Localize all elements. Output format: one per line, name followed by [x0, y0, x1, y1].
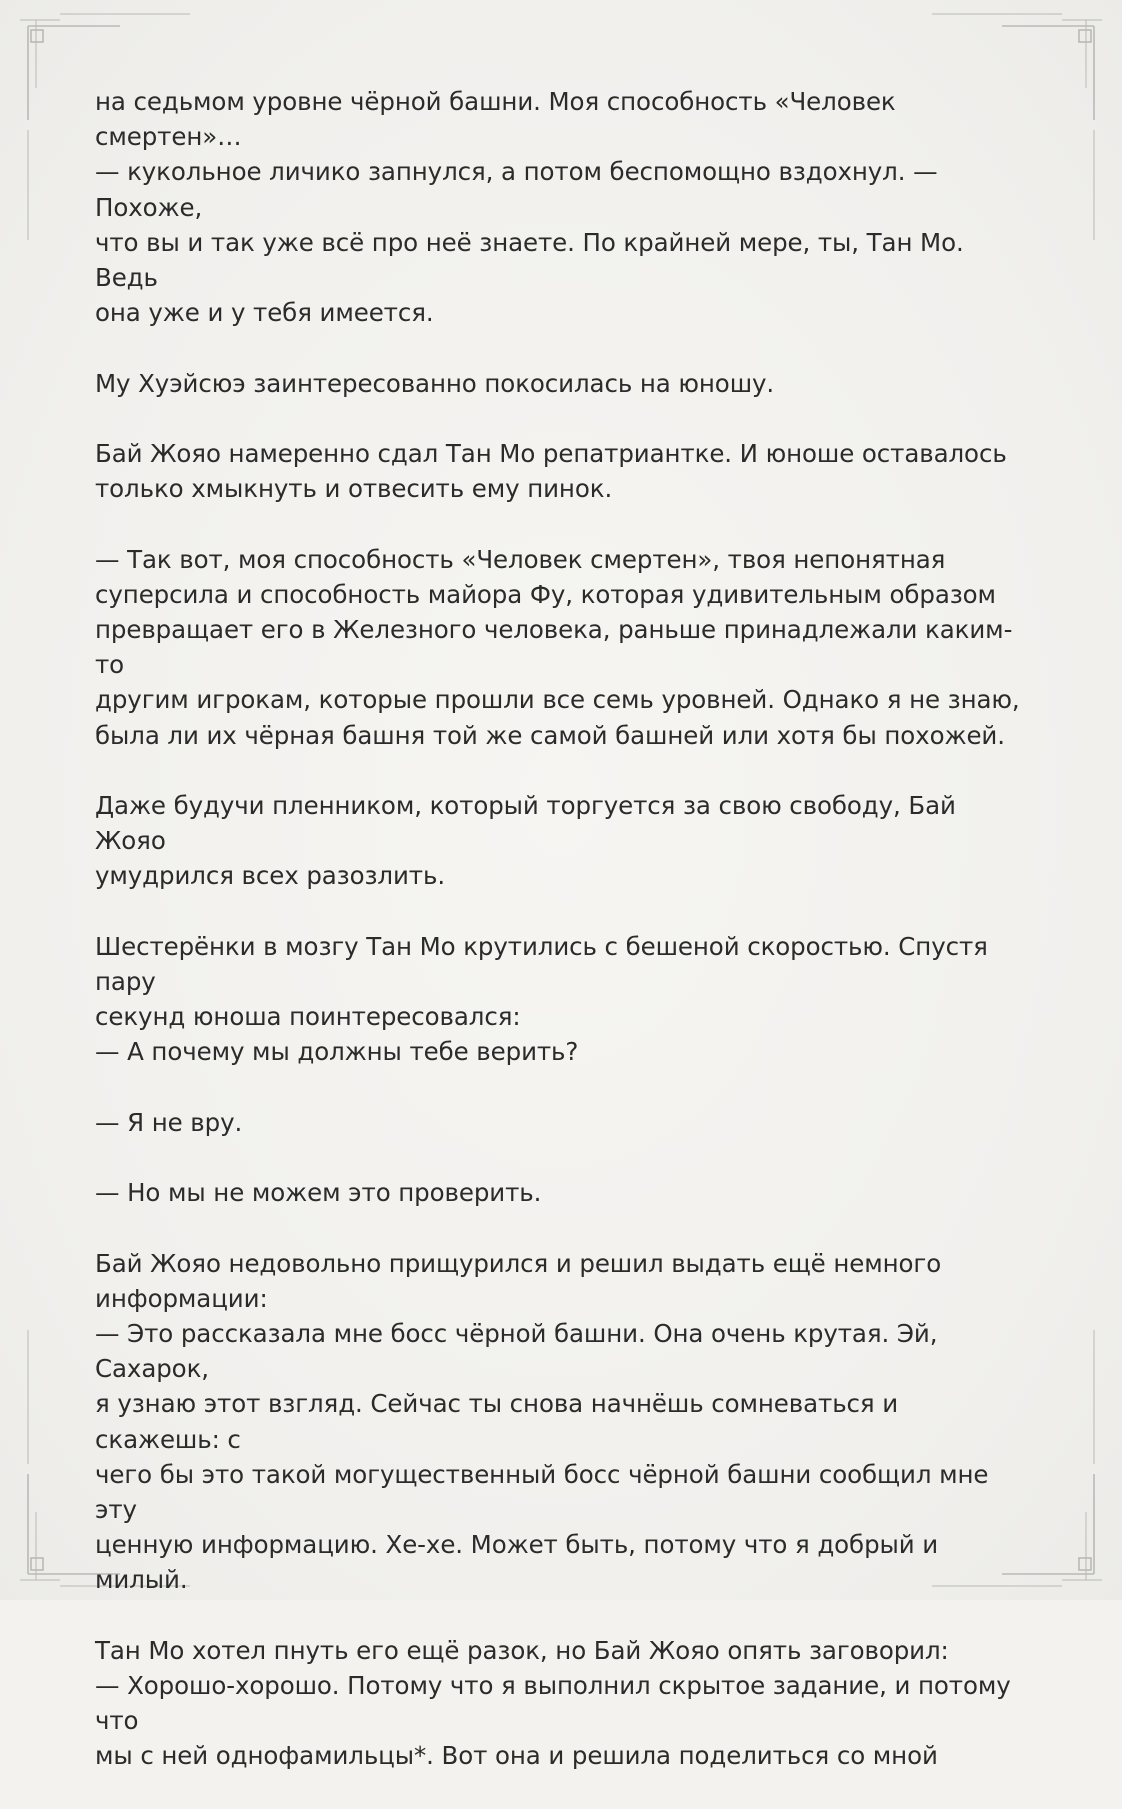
- text-line: превращает его в Железного человека, раньше принадлежали каким-то: [95, 615, 1013, 680]
- text-line: — А почему мы должны тебе верить?: [95, 1037, 579, 1067]
- paragraph: [95, 1246, 1030, 1598]
- paragraph: [95, 929, 1030, 1070]
- text-line: Тан Мо хотел пнуть его ещё разок, но Бай Жояо опять заговорил:: [95, 1635, 949, 1665]
- paragraph: [95, 542, 1030, 753]
- text-line: — кукольное личико запнулся, а потом беспомощно вздохнул. — Похоже,: [95, 157, 946, 222]
- text-line: что вы и так уже всё про неё знаете. По крайней мере, ты, Тан Мо. Ведь: [95, 227, 972, 293]
- text-line: она уже и у тебя имеется.: [95, 298, 434, 328]
- text-line: суперсила и способность майора Фу, которая удивительным образом: [95, 579, 996, 609]
- text-line: Даже будучи пленником, который торгуется за свою свободу, Бай Жояо: [95, 791, 964, 856]
- body-text: [95, 84, 1030, 1809]
- text-line: информации:: [95, 1283, 268, 1313]
- text-line: умудрился всех разозлить.: [95, 861, 446, 891]
- text-line: — Хорошо-хорошо. Потому что я выполнил скрытое задание, и потому что: [95, 1671, 1019, 1736]
- text-line: Му Хуэйсюэ заинтересованно покосилась на юношу.: [95, 368, 775, 398]
- text-line: Шестерёнки в мозгу Тан Мо крутились с бешеной скоростью. Спустя пару: [95, 931, 996, 996]
- text-line: на седьмом уровне чёрной башни. Моя способность «Человек смертен»…: [95, 87, 904, 152]
- text-line: секунд юноша поинтересовался:: [95, 1002, 521, 1032]
- paragraph: [95, 1633, 1030, 1774]
- text-line: была ли их чёрная башня той же самой башней или хотя бы похожей.: [95, 720, 1005, 750]
- paragraph: [95, 788, 1030, 894]
- text-line: я узнаю этот взгляд. Сейчас ты снова начнёшь сомневаться и скажешь: с: [95, 1389, 906, 1454]
- text-line: Бай Жояо недовольно прищурился и решил выдать ещё немного: [95, 1248, 942, 1278]
- paragraph: [95, 1105, 1030, 1140]
- paragraph: [95, 84, 1030, 330]
- text-line: другим игрокам, которые прошли все семь уровней. Однако я не знаю,: [95, 685, 1020, 715]
- text-line: чего бы это такой могущественный босс чёрной башни сообщил мне эту: [95, 1459, 997, 1524]
- text-line: только хмыкнуть и отвесить ему пинок.: [95, 474, 613, 504]
- text-line: — Но мы не можем это проверить.: [95, 1178, 542, 1208]
- paragraph: [95, 366, 1030, 401]
- text-line: мы с ней однофамильцы*. Вот она и решила поделиться со мной: [95, 1741, 938, 1771]
- text-line: — Так вот, моя способность «Человек смертен», твоя непонятная: [95, 544, 946, 574]
- text-line: — Я не вру.: [95, 1107, 243, 1137]
- text-line: ценную информацию. Хе-хе. Может быть, потому что я добрый и милый.: [95, 1530, 946, 1595]
- text-line: — Это рассказала мне босс чёрной башни. Она очень крутая. Эй, Сахарок,: [95, 1318, 946, 1384]
- text-line: Бай Жояо намеренно сдал Тан Мо репатриантке. И юноше оставалось: [95, 439, 1007, 468]
- paragraph: [95, 436, 1030, 506]
- paragraph: [95, 1175, 1030, 1210]
